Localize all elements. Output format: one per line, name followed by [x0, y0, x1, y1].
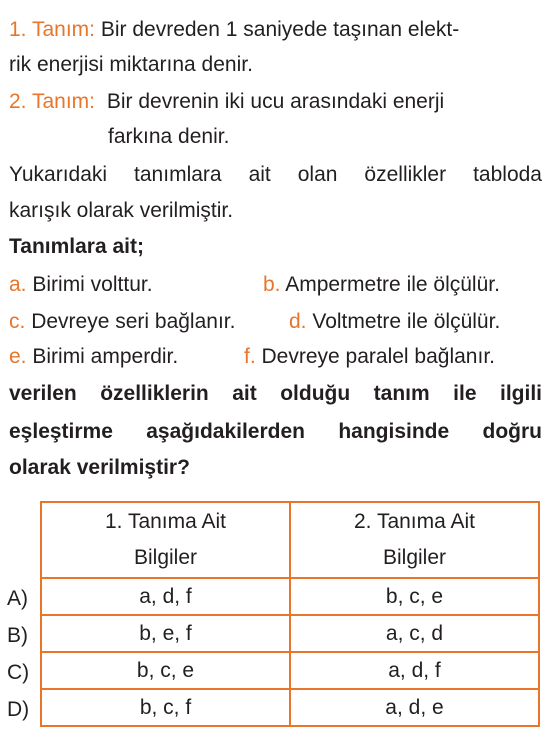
feature-c	[9, 311, 235, 332]
definition-2-continued: farkına denir.	[108, 125, 230, 148]
features-heading: Tanımlara ait;	[9, 235, 144, 258]
table-row	[41, 578, 539, 615]
feature-text: Devreye paralel bağlanır.	[261, 345, 495, 368]
table-header-row	[41, 502, 539, 578]
feature-text: Ampermetre ile ölçülür.	[285, 273, 500, 296]
header-line: Bilgiler	[133, 546, 198, 569]
option-b-label: B)	[7, 624, 28, 647]
table-header-2	[290, 502, 539, 578]
table-cell: b, c, f	[41, 689, 290, 726]
table-cell: a, c, d	[290, 615, 539, 652]
feature-text: Voltmetre ile ölçülür.	[312, 310, 501, 333]
feature-f	[244, 346, 495, 367]
feature-letter: d.	[289, 310, 307, 333]
feature-letter: c.	[9, 310, 26, 333]
definition-1-continued: rik enerjisi miktarına denir.	[9, 53, 253, 76]
definition-2-label: 2. Tanım:	[9, 90, 95, 113]
option-d-label: D)	[7, 698, 30, 721]
definition-2-text: Bir devrenin iki ucu arasındaki enerji	[106, 90, 445, 113]
option-a-label: A)	[7, 587, 28, 610]
feature-a	[9, 274, 153, 295]
definition-1-text: Bir devreden 1 saniyede taşınan elekt-	[100, 18, 460, 41]
feature-text: Devreye seri bağlanır.	[31, 310, 236, 333]
feature-letter: a.	[9, 273, 27, 296]
feature-letter: e.	[9, 345, 27, 368]
question-line-3: olarak verilmiştir?	[9, 456, 190, 479]
definition-2	[9, 91, 444, 112]
table-row	[41, 615, 539, 652]
intro-line-2: karışık olarak verilmiştir.	[9, 199, 234, 222]
table-cell: a, d, f	[290, 652, 539, 689]
header-line: 2. Tanıma Ait	[353, 510, 476, 533]
feature-letter: f.	[244, 345, 256, 368]
question-line-1: verilen özelliklerin ait olduğu tanım ile ilgili	[9, 382, 542, 405]
header-line: Bilgiler	[382, 546, 447, 569]
option-c-label: C)	[7, 661, 30, 684]
definition-1	[9, 19, 459, 40]
table-header-1	[41, 502, 290, 578]
feature-letter: b.	[263, 273, 281, 296]
table-row	[41, 689, 539, 726]
table-cell: a, d, f	[41, 578, 290, 615]
table-cell: a, d, e	[290, 689, 539, 726]
table-cell: b, e, f	[41, 615, 290, 652]
feature-e	[9, 346, 178, 367]
table-row	[41, 652, 539, 689]
feature-d	[289, 311, 500, 332]
answer-table	[40, 501, 540, 727]
feature-b	[263, 274, 500, 295]
table-cell: b, c, e	[41, 652, 290, 689]
feature-text: Birimi amperdir.	[32, 345, 179, 368]
feature-text: Birimi volttur.	[32, 273, 153, 296]
definition-1-label: 1. Tanım:	[9, 18, 95, 41]
table-cell: b, c, e	[290, 578, 539, 615]
question-line-2: eşleştirme aşağıdakilerden hangisinde doğru	[9, 420, 542, 443]
header-line: 1. Tanıma Ait	[104, 510, 227, 533]
intro-line-1: Yukarıdaki tanımlara ait olan özellikler tabloda	[9, 163, 542, 186]
